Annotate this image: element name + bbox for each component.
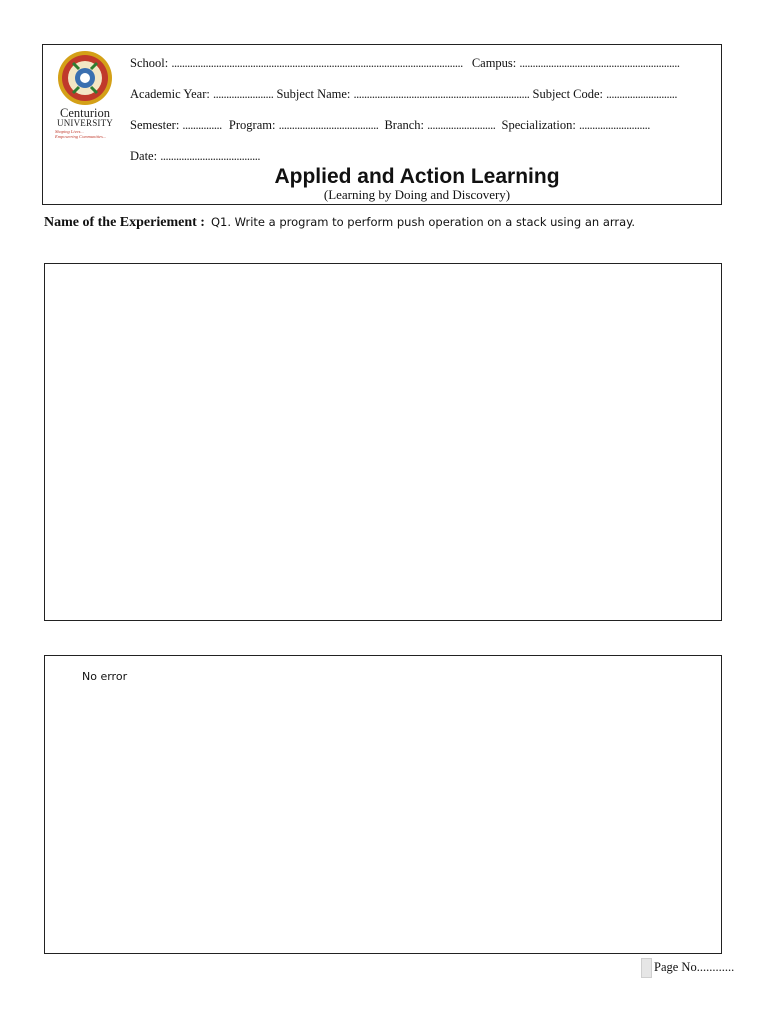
page-number-label: Page No............ xyxy=(654,959,735,974)
specialization-field[interactable]: ........................... xyxy=(578,118,650,132)
page-number xyxy=(641,958,734,978)
date-row xyxy=(130,149,260,164)
academic-year-label: Academic Year: xyxy=(130,87,210,101)
crest-icon xyxy=(53,49,117,107)
semester-label: Semester: xyxy=(130,118,180,132)
semester-row xyxy=(130,118,650,133)
school-row xyxy=(130,56,680,71)
page-marker xyxy=(641,958,652,978)
date-field[interactable]: ...................................... xyxy=(160,149,260,163)
subject-name-field[interactable]: ................................................................... xyxy=(353,87,530,101)
semester-field[interactable]: ............... xyxy=(182,118,222,132)
output-text: No error xyxy=(82,670,128,683)
academic-row xyxy=(130,87,677,102)
school-label: School: xyxy=(130,56,169,70)
output-box[interactable] xyxy=(44,655,722,954)
program-label: Program: xyxy=(228,118,276,132)
experiment-label: Name of the Experiement : xyxy=(44,215,205,230)
program-field[interactable]: ...................................... xyxy=(278,118,379,132)
logo-university: UNIVERSITY xyxy=(57,118,113,128)
campus-label: Campus: xyxy=(471,56,517,70)
school-field[interactable]: ............................................................................................................... xyxy=(171,56,463,70)
page-subtitle: (Learning by Doing and Discovery) xyxy=(323,187,511,202)
branch-field[interactable]: .......................... xyxy=(427,118,496,132)
subject-name-label: Subject Name: xyxy=(276,87,351,101)
logo-name: Centurion xyxy=(60,106,110,120)
subject-code-field[interactable]: ........................... xyxy=(606,87,678,101)
specialization-label: Specialization: xyxy=(501,118,576,132)
academic-year-field[interactable]: ....................... xyxy=(212,87,274,101)
experiment-name[interactable]: Q1. Write a program to perform push operation on a stack using an array. xyxy=(210,215,636,229)
subject-code-label: Subject Code: xyxy=(532,87,604,101)
page-title: Applied and Action Learning xyxy=(274,165,560,188)
code-box[interactable] xyxy=(44,263,722,621)
date-label: Date: xyxy=(130,149,158,163)
logo-tagline: Shaping Lives... Empowering Communities... xyxy=(55,129,107,139)
campus-field[interactable]: ............................................................. xyxy=(519,56,680,70)
university-logo xyxy=(53,49,117,149)
header-box xyxy=(42,44,722,205)
branch-label: Branch: xyxy=(384,118,425,132)
experiment-row xyxy=(44,213,635,231)
